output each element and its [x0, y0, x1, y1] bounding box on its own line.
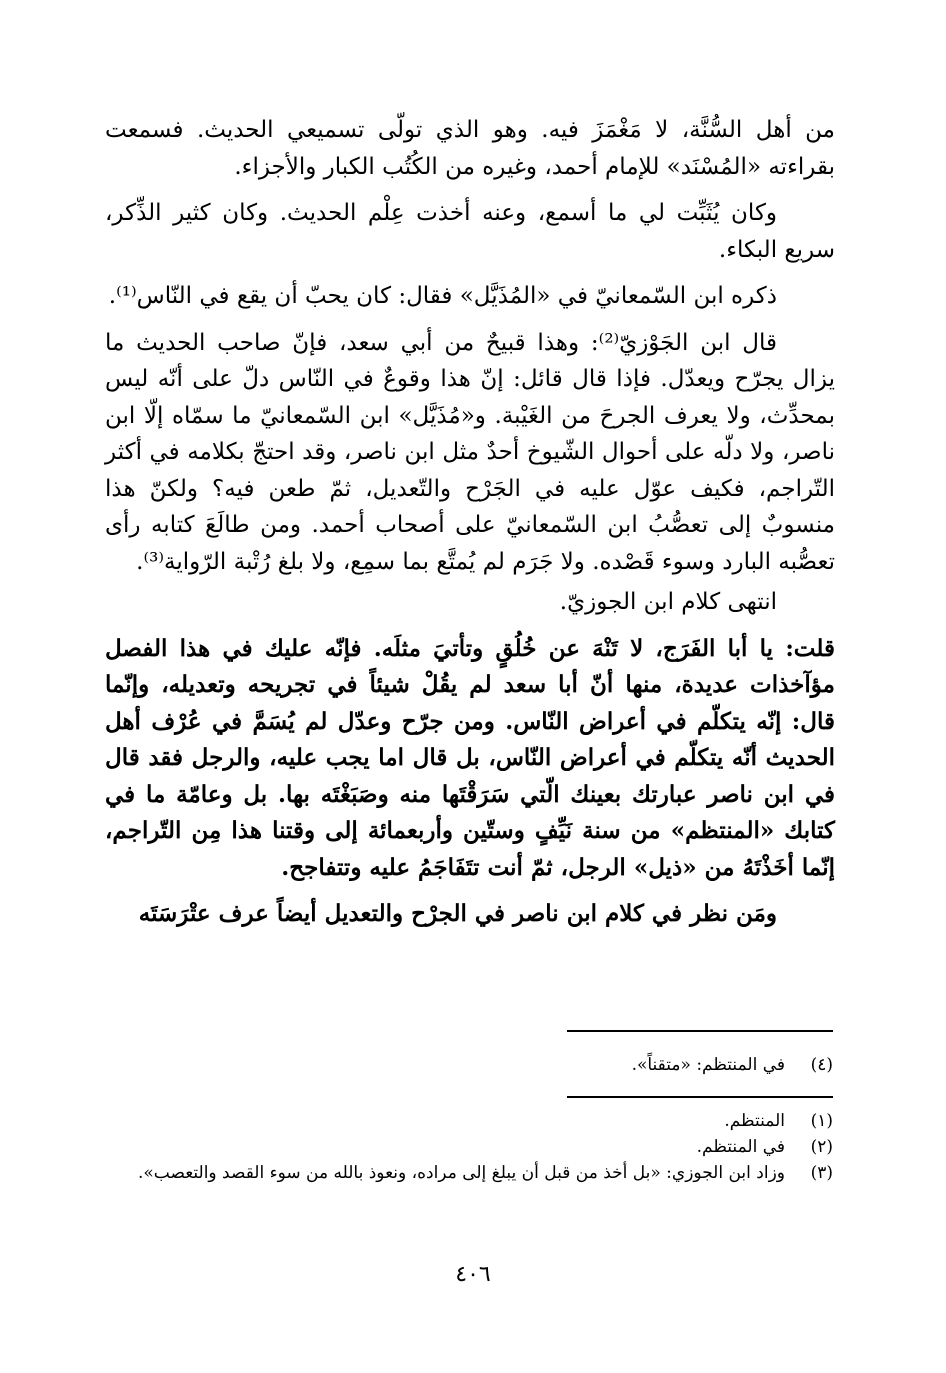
variant-note-item [105, 1052, 833, 1078]
footnote-item [105, 1134, 833, 1160]
footnote-text: في المنتظم. [696, 1137, 785, 1157]
footnote-number: (٢) [810, 1137, 833, 1157]
main-text [105, 112, 835, 943]
footnote-item [105, 1108, 833, 1134]
paragraph-3: ذكره ابن السّمعانيّ في «المُذَيَّل» فقال: كان يحبّ أن يقع في النّاس⁽¹⁾. [108, 283, 777, 309]
paragraph-5: انتهى كلام ابن الجوزيّ. [559, 589, 777, 615]
page-number: ٤٠٦ [455, 1262, 491, 1287]
variant-note-text: في المنتظم: «متقناً». [631, 1055, 785, 1075]
variant-note-number: (٤) [810, 1055, 833, 1075]
paragraph-2: وكان يُثَبِّت لي ما أسمع، وعنه أخذت عِلْم الحديث. وكان كثير الذِّكر، سريع البكاء. [105, 200, 835, 263]
paragraph-6: قلت: يا أبا الفَرَج، لا تَنْهَ عن خُلُقٍ وتأتيَ مثلَه. فإنّه عليك في هذا الفصل مؤآخذات عديدة، منها أنّ أبا سعد لم يقُلْ شيئاً في تجريحه وتعديله، وإنّما قال: إنّه يتكلّم في أعراض النّاس. ومن جرّح وعدّل لم يُسَمَّ في عُرْف أهل الحديث أنّه يتكلّم في أعراض النّاس، بل قال اما يجب عليه، والرجل فقد قال في ابن ناصر عبارتك بعينك الّتي سَرَقْتَها منه وصَبَغْتَه بها. بل وعامّة ما في كتابك «المنتظم» من سنة نَيِّفٍ وستّين وأربعمائة إلى وقتنا هذا مِن التّراجم، إنّما أخَذْتَهُ من «ذيل» الرجل، ثمّ أنت تتَفَاجَمُ عليه وتتفاجح. [105, 634, 835, 881]
paragraph-7: ومَن نظر في كلام ابن ناصر في الجرْح والتعديل أيضاً عرف عتْرَسَتَه [138, 900, 777, 927]
footnote-separator [567, 1096, 833, 1098]
footnote-text: وزاد ابن الجوزي: «بل أخذ من قبل أن يبلغ إلى مراده، ونعوذ بالله من سوء القصد والتعصب». [137, 1163, 785, 1183]
paragraph-1: من أهل السُّنَّة، لا مَغْمَزَ فيه. وهو الذي تولّى تسميعي الحديث. فسمعت بقراءته «المُسْنَد» للإمام أحمد، وغيره من الكُتُب الكبار والأجزاء. [105, 117, 835, 180]
footnote-number: (٣) [810, 1163, 833, 1183]
variant-note-separator [567, 1030, 833, 1032]
footnote-item [105, 1160, 833, 1186]
variant-note [105, 1052, 833, 1078]
footnotes [105, 1108, 833, 1186]
footnote-number: (١) [810, 1111, 833, 1131]
paragraph-4: قال ابن الجَوْزيّ⁽²⁾: وهذا قبيحٌ من أبي سعد، فإنّ صاحب الحديث ما يزال يجرّح ويعدّل. فإذا قال قائل: إنّ هذا وقوعٌ في النّاس دلّ على أنّه ليس بمحدِّث، ولا يعرف الجرحَ من الغَيْبة. و«مُذَيَّل» ابن السّمعانيّ ما سمّاه إلّا ابن ناصر، ولا دلّه على أحوال الشّيوخ أحدٌ مثل ابن ناصر، وقد احتجّ بكلامه في أكثر التّراجم، فكيف عوّل عليه في الجَرْح والتّعديل، ثمّ طعن فيه؟ ولكنّ هذا منسوبٌ إلى تعصُّبُ ابن السّمعانيّ على أصحاب أحمد. ومن طالَعَ كتابه رأى تعصُّبه البارد وسوء قَصْده. ولا جَرَم لم يُمتَّع بما سمِع، ولا بلغ رُتْبة الرّواية⁽³⁾. [105, 329, 835, 575]
footnote-text: المنتظم. [724, 1111, 785, 1131]
